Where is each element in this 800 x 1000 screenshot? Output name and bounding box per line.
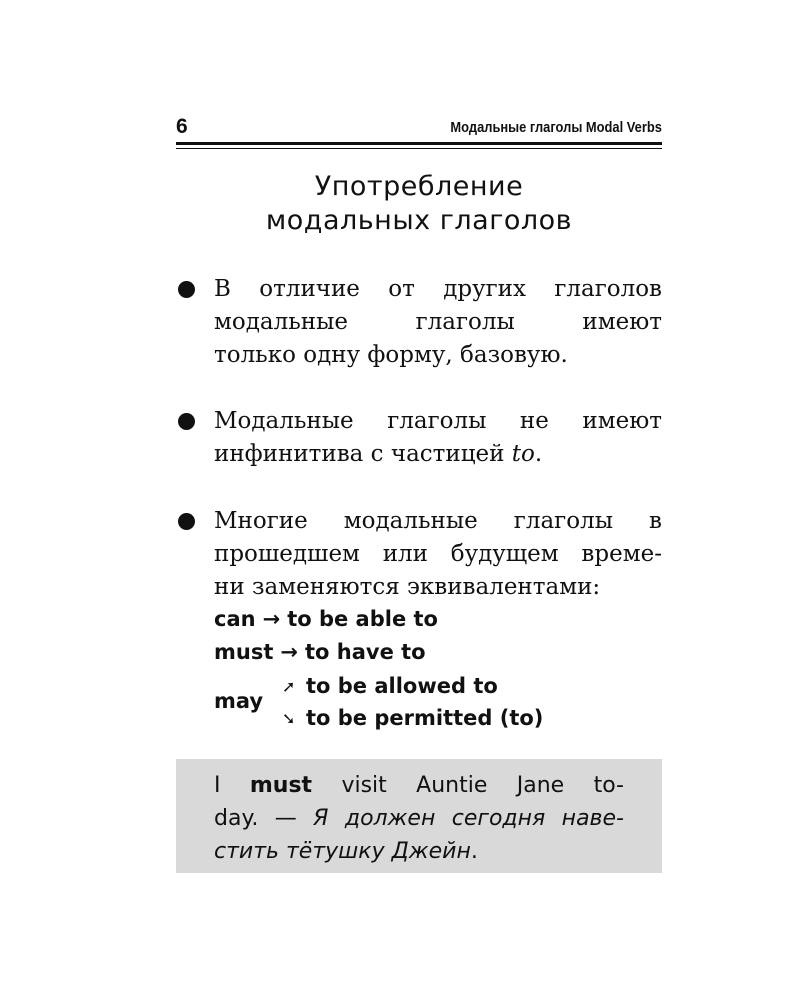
equivalent-must-text: to have to [304, 640, 426, 664]
page-number: 6 [176, 115, 188, 138]
example-line-1-start: I [214, 773, 250, 798]
example-line-2 [214, 802, 624, 835]
header-rule-thin [176, 148, 662, 149]
bullet-2-line-2-end: . [534, 441, 543, 467]
arrow-right-icon: → [262, 607, 281, 631]
equivalent-may-1 [282, 671, 498, 702]
equivalent-can [214, 603, 438, 636]
bullet-paragraph-3 [214, 505, 662, 604]
equivalent-may-2 [282, 703, 543, 734]
bullet-dot-icon [178, 413, 195, 430]
arrow-right-icon: → [280, 640, 298, 664]
example-line-3 [214, 835, 624, 868]
bullet-2-italic-to: to [511, 441, 535, 467]
example-line-2-plain: day. — [214, 806, 314, 831]
bullet-3-line-2: прошедшем или будущем време- [214, 541, 662, 567]
arrow-up-right-icon: ➚ [282, 677, 296, 696]
example-line-3-translation: стить тётушку Джейн [214, 839, 471, 864]
header-rule-thick [176, 142, 662, 145]
example-line-1-end: visit Auntie Jane to- [312, 773, 624, 798]
example-line-2-translation: Я должен сегодня наве- [313, 806, 624, 831]
bullet-1-line-2: модальные глаголы имеют [214, 309, 662, 335]
equivalent-can-text: to be able to [287, 607, 438, 631]
bullet-2-line-1: Модальные глаголы не имеют [214, 408, 662, 434]
bullet-1-line-1: В отличие от других глаголов [214, 276, 662, 302]
example-line-1 [214, 769, 624, 802]
bullet-2-line-2 [214, 438, 662, 471]
bullet-paragraph-1 [214, 273, 662, 372]
section-title [176, 170, 662, 238]
example-text [214, 769, 624, 868]
example-bold-must: must [249, 773, 313, 798]
arrow-down-right-icon: ➘ [282, 709, 296, 728]
bullet-2-line-2-text: инфинитива с частицей [214, 441, 512, 467]
bullet-dot-icon [178, 281, 195, 298]
example-line-3-end: . [470, 839, 478, 864]
modal-must: must [214, 640, 274, 664]
bullet-1-line-3: только одну форму, базовую. [214, 342, 568, 368]
running-head: Модальные глаголы Modal Verbs [450, 119, 662, 136]
equivalent-must [214, 636, 426, 669]
bullet-3-line-1: Многие модальные глаголы в [214, 508, 662, 534]
bullet-3-line-3: ни заменяются эквивалентами: [214, 574, 601, 600]
bullet-paragraph-2 [214, 405, 662, 471]
modal-may: may [214, 689, 264, 713]
section-title-line-2: модальных глаголов [265, 205, 573, 236]
page-header [176, 114, 662, 140]
section-title-line-1: Употребление [314, 171, 524, 202]
bullet-dot-icon [178, 513, 195, 530]
modal-can: can [214, 607, 256, 631]
equivalent-may-1-text: to be allowed to [306, 674, 498, 698]
example-box [176, 759, 662, 873]
equivalent-may-2-text: to be permitted (to) [306, 706, 544, 730]
